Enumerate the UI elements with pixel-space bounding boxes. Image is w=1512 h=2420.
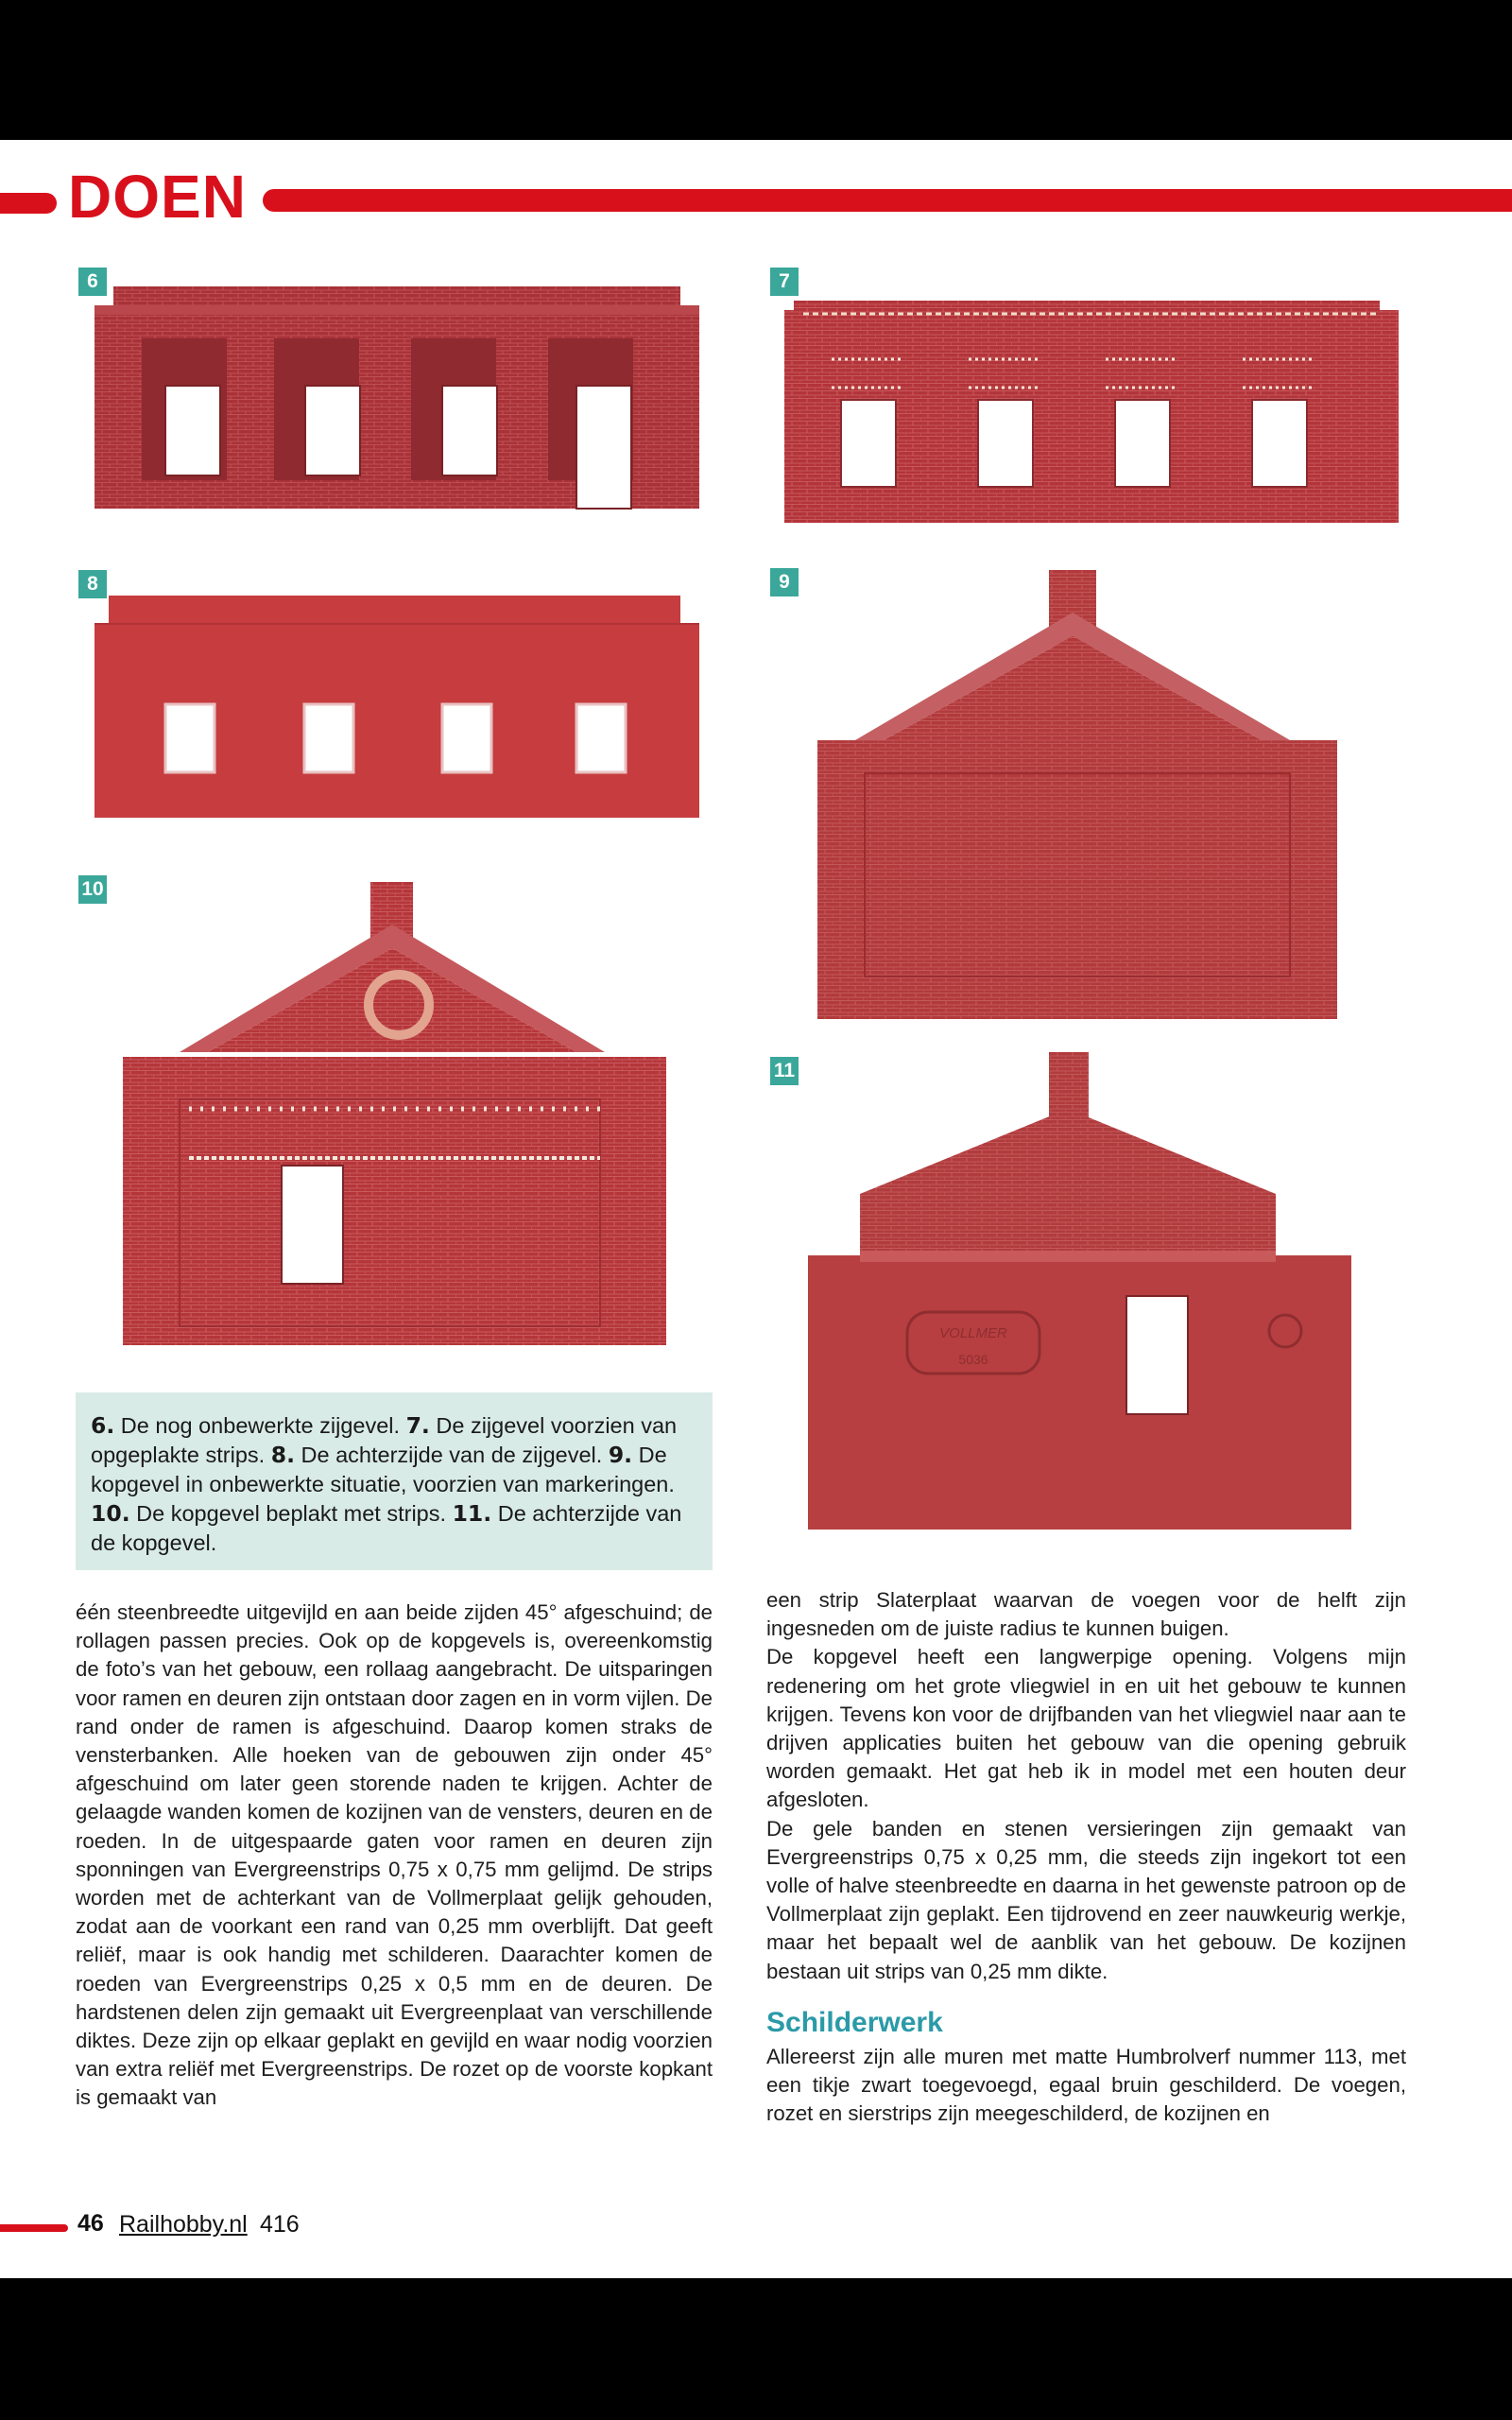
header-left-bar — [0, 193, 57, 214]
photo-10-gable-wall-with-strips — [123, 882, 666, 1345]
magazine-page — [0, 140, 1512, 2278]
vollmer-logo-text: VOLLMER — [939, 1325, 1007, 1341]
figure-badge-6: 6 — [78, 268, 107, 296]
body-paragraph: Allereerst zijn alle muren met matte Humbrolverf nummer 113, met een tikje zwart toegevoegd, egaal bruin geschilderd. De voegen, rozet en sierstrips zijn meegeschilderd, de kozijnen en — [766, 2044, 1406, 2126]
photo-7-side-wall-with-strips — [784, 301, 1399, 527]
body-column-left — [76, 1599, 713, 2113]
page-number: 46 — [77, 2210, 104, 2237]
caption-text-7: De zijgevel voorzien van opgeplakte strips. — [91, 1413, 678, 1467]
figure-badge-8: 8 — [78, 570, 107, 598]
body-column-right — [766, 1586, 1406, 2128]
figure-badge-11: 11 — [770, 1057, 799, 1085]
caption-num-8: 8. — [270, 1442, 296, 1468]
caption-num-7: 7. — [405, 1412, 430, 1439]
body-paragraph: een strip Slaterplaat waarvan de voegen voor de helft zijn ingesneden om de juiste radius te kunnen buigen. — [766, 1588, 1406, 1641]
footer-bar — [0, 2224, 68, 2232]
issue-number: 416 — [260, 2211, 300, 2238]
figure-badge-10: 10 — [78, 875, 107, 904]
caption-text-6: De nog onbewerkte zijgevel. — [114, 1413, 406, 1438]
site-link[interactable]: Railhobby.nl — [119, 2211, 248, 2238]
photo-8-side-wall-back — [94, 596, 699, 818]
photo-6-side-wall-unworked — [94, 286, 699, 513]
figure-badge-9: 9 — [770, 568, 799, 596]
section-title: DOEN — [68, 163, 247, 231]
caption-num-6: 6. — [91, 1412, 115, 1439]
caption-num-10: 10. — [91, 1500, 130, 1527]
caption-num-11: 11. — [452, 1500, 492, 1527]
vollmer-number-text: 5036 — [958, 1352, 988, 1367]
photo-9-gable-wall-marked — [817, 570, 1337, 1019]
body-paragraph: De kopgevel heeft een langwerpige opening. Volgens mijn redenering om het grote vliegwiel in en uit het gebouw te kunnen krijgen. Tevens kon voor de drijfbanden van het vliegwiel naar aan te drijven applicaties buiten het gebouw van die opening gebruik worden gemaakt. Het gat heb ik in model met een houten deur afgesloten. — [766, 1645, 1406, 1812]
caption-text-11: De achterzijde van de kopgevel. — [91, 1501, 682, 1555]
figure-caption-box — [76, 1392, 713, 1570]
body-paragraph: één steenbreedte uitgevijld en aan beide zijden 45° afgeschuind; de rollagen passen precies. Ook op de kopgevels is, overeenkomstig de foto’s van het gebouw, een rollaag aangebracht. De uitsparingen voor ramen en deuren zijn ontstaan door zagen en in vorm vijlen. De rand onder de ramen is afgeschuind. Daarop komen straks de vensterbanken. Alle hoeken van de gebouwen zijn onder 45° afgeschuind om later geen storende naden te krijgen. Achter de gelaagde wanden komen de kozijnen van de vensters, deuren en de roeden. In de uitgespaarde gaten voor ramen en deuren zijn sponningen van Evergreenstrips 0,75 x 0,75 mm gelijmd. De strips worden met de achterkant van de Vollmerplaat gelijk gehouden, zodat aan de voorkant een rand van 0,25 mm overblijft. Dat geeft reliëf, maar is ook handig met schilderen. Daarachter komen de roeden van Evergreenstrips 0,25 x 0,5 mm en de deuren. De hardstenen delen zijn gemaakt uit Evergreenplaat van verschillende diktes. Deze zijn op elkaar geplakt en gevijld en waar nodig voorzien van extra reliëf met Evergreenstrips. De rozet op de voorste kopkant is gemaakt van — [76, 1600, 713, 2110]
caption-num-9: 9. — [608, 1442, 633, 1468]
header-right-bar — [263, 189, 1512, 212]
photo-11-gable-wall-back — [808, 1052, 1356, 1667]
caption-text-8: De achterzijde van de zijgevel. — [295, 1443, 609, 1467]
caption-text-10: De kopgevel beplakt met strips. — [129, 1501, 453, 1526]
body-paragraph: De gele banden en stenen versieringen zijn gemaakt van Evergreenstrips 0,75 x 0,25 mm, die steeds zijn ingekort tot een volle of halve steenbreedte en daarna in het gewenste patroon op de Vollmerplaat zijn geplakt. Een tijdrovend en zeer nauwkeurig werkje, maar het bepaalt wel de aanblik van het gebouw. De kozijnen bestaan uit strips van 0,25 mm dikte. — [766, 1816, 1406, 1983]
caption-text-9: De kopgevel in onbewerkte situatie, voorzien van markeringen. — [91, 1443, 675, 1496]
figure-badge-7: 7 — [770, 268, 799, 296]
section-subheading: Schilderwerk — [766, 2006, 943, 2038]
